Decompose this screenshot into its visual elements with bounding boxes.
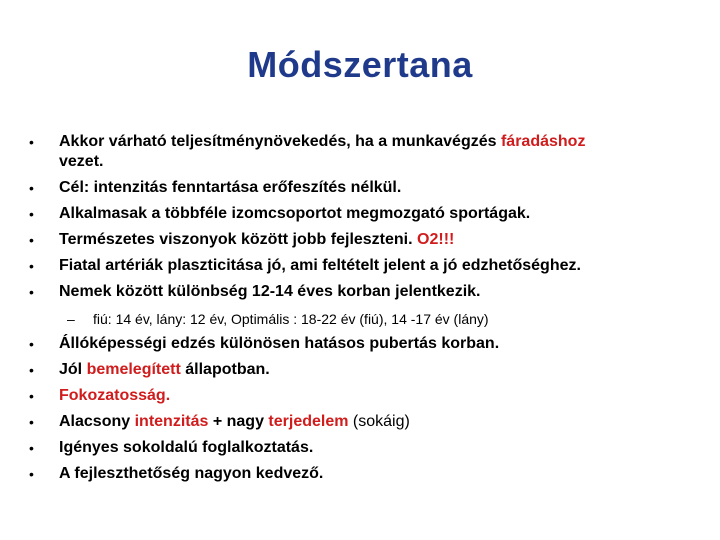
item-highlight: fáradáshoz bbox=[500, 133, 586, 150]
list-item bbox=[29, 464, 699, 484]
item-text: A fejleszthetőség nagyon kedvező. bbox=[59, 465, 324, 482]
bullet-icon: • bbox=[29, 258, 34, 274]
slide-title: Módszertana bbox=[247, 44, 473, 85]
item-text-end: (sokáig) bbox=[348, 413, 410, 430]
item-text: Cél: intenzitás fenntartása erőfeszítés nélkül. bbox=[59, 179, 402, 196]
item-text-mid: + nagy bbox=[208, 413, 269, 430]
item-text-continued: vezet. bbox=[59, 153, 104, 170]
dash-icon: – bbox=[67, 311, 75, 327]
bullet-icon: • bbox=[29, 466, 34, 482]
bullet-icon: • bbox=[29, 134, 34, 150]
list-item bbox=[29, 360, 699, 380]
item-text: Természetes viszonyok között jobb fejleszteni. bbox=[59, 231, 418, 248]
bullet-icon: • bbox=[29, 180, 34, 196]
bullet-icon: • bbox=[29, 388, 34, 404]
list-item bbox=[29, 334, 699, 354]
item-text: Fiatal artériák plaszticitása jó, ami feltételt jelent a jó edzhetőséghez. bbox=[59, 257, 581, 274]
item-text: Igényes sokoldalú foglalkoztatás. bbox=[59, 439, 314, 456]
item-text: Akkor várható teljesítménynövekedés, ha a munkavégzés bbox=[59, 133, 501, 150]
bullet-icon: • bbox=[29, 284, 34, 300]
list-item bbox=[29, 282, 699, 302]
bullet-icon: • bbox=[29, 232, 34, 248]
item-highlight: intenzitás bbox=[134, 413, 209, 430]
sub-list-item bbox=[67, 310, 693, 328]
item-highlight: Fokozatosság. bbox=[59, 387, 171, 404]
list-item bbox=[29, 386, 699, 406]
item-text: Nemek között különbség 12-14 éves korban jelentkezik. bbox=[59, 283, 481, 300]
item-text: Jól bbox=[59, 361, 87, 378]
bullet-icon: • bbox=[29, 336, 34, 352]
item-highlight: O2!!! bbox=[417, 231, 455, 248]
list-item bbox=[29, 256, 699, 276]
item-highlight: terjedelem bbox=[268, 413, 349, 430]
item-text-end: állapotban. bbox=[180, 361, 270, 378]
list-item bbox=[29, 412, 699, 432]
item-highlight: bemelegített bbox=[86, 361, 181, 378]
list-item bbox=[29, 230, 699, 250]
bullet-icon: • bbox=[29, 206, 34, 222]
list-item bbox=[29, 132, 699, 172]
item-text: Állóképességi edzés különösen hatásos pubertás korban. bbox=[59, 335, 500, 352]
bullet-icon: • bbox=[29, 440, 34, 456]
item-text: Alkalmasak a többféle izomcsoportot megmozgató sportágak. bbox=[59, 205, 531, 222]
bullet-icon: • bbox=[29, 414, 34, 430]
item-text: Alacsony bbox=[59, 413, 135, 430]
list-item bbox=[29, 438, 699, 458]
list-item bbox=[29, 204, 699, 224]
bullet-icon: • bbox=[29, 362, 34, 378]
list-item bbox=[29, 178, 699, 198]
sub-item-text: fiú: 14 év, lány: 12 év, Optimális : 18-22 év (fiú), 14 -17 év (lány) bbox=[93, 311, 489, 327]
